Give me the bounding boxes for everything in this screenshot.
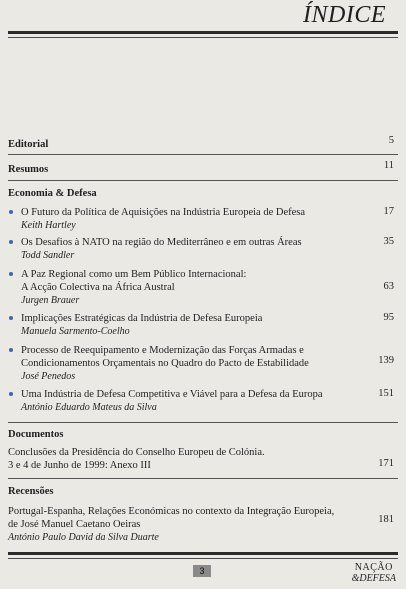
toc-entry[interactable]	[8, 388, 398, 414]
entry-title: O Futuro da Política de Aquisições na Indústria Europeia de Defesa	[21, 207, 306, 218]
bullet-icon	[9, 210, 13, 214]
entry-author: António Paulo David da Silva Duarte	[8, 532, 159, 543]
toc-entry[interactable]	[8, 206, 398, 232]
bullet-icon	[9, 240, 13, 244]
entry-page: 63	[383, 281, 394, 292]
toc-entry[interactable]	[8, 344, 398, 383]
section-editorial-page: 5	[388, 135, 394, 146]
section-divider	[8, 154, 398, 155]
section-documentos-label: Documentos	[8, 429, 64, 440]
section-economia	[8, 188, 398, 204]
entry-author: Manuela Sarmento-Coelho	[21, 326, 130, 337]
section-editorial-label: Editorial	[8, 139, 49, 150]
toc-entry-documentos[interactable]	[8, 446, 398, 472]
entry-author: Jurgen Brauer	[21, 295, 80, 306]
entry-page: 171	[378, 458, 394, 469]
entry-title: Processo de Reequipamento e Modernização das Forças Armadas e Condicionamentos Orçamentais no Quadro do Pacto de Estabilidade	[21, 345, 309, 369]
section-recensoes	[8, 486, 398, 502]
section-divider	[8, 478, 398, 479]
entry-page: 151	[378, 388, 394, 399]
logo-line2: &DEFESA	[351, 573, 396, 584]
section-economia-label: Economia & Defesa	[8, 188, 97, 199]
entry-author: Todd Sandler	[21, 250, 75, 261]
header-rule-thick	[8, 31, 398, 34]
entry-title: A Paz Regional como um Bem Público Internacional: A Acção Colectiva na África Austral	[21, 269, 247, 293]
logo-line1: NAÇÃO	[354, 562, 393, 573]
entry-page: 35	[383, 236, 394, 247]
header-rule-thin	[8, 37, 398, 38]
entry-page: 139	[378, 355, 394, 366]
bullet-icon	[9, 348, 13, 352]
entry-page: 181	[378, 514, 394, 525]
entry-title: Implicações Estratégicas da Indústria de Defesa Europeia	[21, 313, 263, 324]
bullet-icon	[9, 392, 13, 396]
section-divider	[8, 180, 398, 181]
entry-page: 95	[383, 312, 394, 323]
bullet-icon	[9, 272, 13, 276]
entry-title: Conclusões da Presidência do Conselho Europeu de Colónia. 3 e 4 de Junho de 1999: Anexo III	[8, 447, 265, 471]
section-recensoes-label: Recensões	[8, 486, 54, 497]
entry-title: Uma Indústria de Defesa Competitiva e Viável para a Defesa da Europa	[21, 389, 323, 400]
toc-entry[interactable]	[8, 236, 398, 262]
entry-page: 17	[383, 206, 394, 217]
page-title: ÍNDICE	[303, 2, 386, 28]
section-documentos	[8, 429, 398, 445]
toc-entry[interactable]	[8, 312, 398, 338]
entry-title: Portugal-Espanha, Relações Económicas no contexto da Integração Europeia, de José Manuel Caetano Oeiras	[8, 506, 335, 530]
toc-entry[interactable]	[8, 268, 398, 307]
section-divider	[8, 422, 398, 423]
entry-title: Os Desafios à NATO na região do Mediterrâneo e em outras Áreas	[21, 237, 302, 248]
footer-rule-thin	[8, 558, 398, 559]
section-resumos-page: 11	[383, 160, 394, 171]
footer-rule-thick	[8, 552, 398, 555]
toc-entry-recensoes[interactable]	[8, 505, 398, 544]
section-resumos	[8, 160, 398, 180]
bullet-icon	[9, 316, 13, 320]
page-number: 3	[193, 565, 211, 577]
entry-author: Keith Hartley	[21, 220, 76, 231]
section-editorial	[8, 135, 398, 155]
section-resumos-label: Resumos	[8, 164, 49, 175]
entry-author: António Eduardo Mateus da Silva	[21, 402, 157, 413]
nacao-defesa-logo	[352, 562, 396, 584]
entry-author: José Penedos	[21, 371, 76, 382]
